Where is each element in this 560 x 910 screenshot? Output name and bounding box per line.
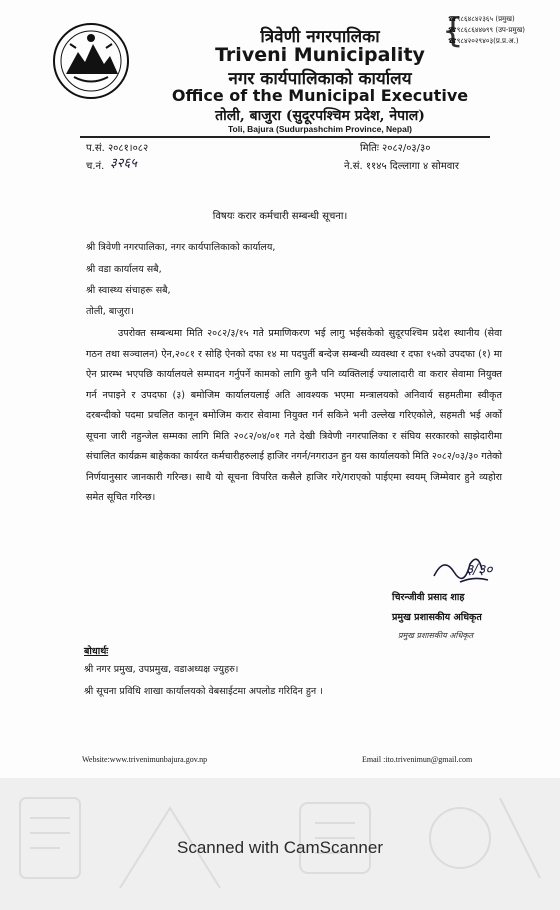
phone-cao: ☎९८४२०२९४०३(प्र.प्र.अ.) (448, 37, 519, 45)
cn-value: ३२६५ (110, 156, 138, 171)
scanner-label: Scanned with CamScanner (176, 838, 383, 857)
recipient-line: श्री वडा कार्यालय सबै, (86, 264, 162, 275)
municipality-name-np: त्रिवेणी नगरपालिका (260, 27, 380, 47)
cn-label: च.नं. (86, 161, 105, 172)
address-np: तोली, बाजुरा (सुदूरपश्चिम प्रदेश, नेपाल) (215, 108, 425, 124)
letter-subject: विषयः करार कर्मचारी सम्बन्धी सूचना। (212, 211, 348, 222)
signatory-name: चिरन्जीवी प्रसाद शाह (392, 592, 465, 603)
designation-stamp: प्रमुख प्रशासकीय अधिकृत (398, 631, 474, 640)
signature-date-scrawl: ३/३० (466, 562, 493, 578)
phone-deputy-mayor: ☎९८६८६४४७९९ (उप-प्रमुख) (448, 26, 526, 34)
recipient-line: तोली, बाजुरा। (86, 306, 134, 317)
letter-body (86, 324, 502, 509)
phone-brace: { (442, 11, 464, 51)
address-en: Toli, Bajura (Sudurpashchim Province, Nepal) (227, 124, 413, 134)
footer-email: Email :ito.trivenimun@gmail.com (362, 755, 473, 764)
office-name-en: Office of the Municipal Executive (171, 86, 469, 105)
cc-line: श्री नगर प्रमुख, उपप्रमुख, वडाअध्यक्ष ज्युहरु। (84, 664, 239, 675)
bodhartha-label: बोधार्थः (84, 646, 109, 657)
recipient-line: श्री स्वास्थ्य संचाहरू सबै, (86, 285, 171, 296)
office-name-np: नगर कार्यपालिकाको कार्यालय (228, 69, 412, 89)
body-paragraph: उपरोक्त सम्बन्धमा मिति २०८२/३/१५ गते प्रमाणिकरण भई लागु भईसकेको सुदूरपश्चिम प्रदेश स्थानीय (सेवा गठन तथा सञ्चालन) ऐन,२०८१ र सोहि ऐनको दफा १४ मा पदपुर्ती बन्देज सम्बन्धी व्यवस्था र दफा १५को उपदफा (१) मा ऐन प्रारम्भ भएपछि कार्यालयले सम्पादन गर्नुपर्ने कामको लागि कुनै पनि व्यक्तिलाई ज्यालादारी वा करार सेवामा नियुक्त गर्न नपाइने र उपदफा (३) बमोजिम कार्यालयलाई अति आवश्यक भएमा मन्त्रालयको अनिवार्य सहमतीमा स्वीकृत दरबन्दीको पदमा प्रचलित कानून बमोजिम करार सेवामा नियुक्त गर्न सकिने भनी उल्लेख गरिएकोले, सहमती भई अर्को सूचना जारी नहुन्जेल सम्मका लागि मिति २०८२/०४/०१ गते देखी त्रिवेणी नगरपालिका र संघिय सरकारको साझेदारीमा संचालित कार्यक्रम बाहेकका कार्यरत कर्मचारीहरुलाई हाजिर नगर्न/नगराउन हुन यस कार्यालयको मिति २०८२/०३/३० गतेको निर्णयानुसार जानकारी गरिन्छ। साथै यो सूचना विपरित कसैले हाजिर गरे/गराएको पाईएमा स्वयम् जिम्मेवार हुने व्यहोरा समेत सूचित गरिन्छ। (86, 328, 503, 503)
signatory-title: प्रमुख प्रशासकीय अधिकृत (392, 612, 482, 623)
cc-line: श्री सूचना प्रविधि शाखा कार्यालयको वेबसाईटमा अपलोड गरिदिन हुन । (84, 686, 323, 697)
letter-date: मितिः २०८२/०३/३० (360, 143, 431, 154)
header-divider (80, 136, 490, 138)
municipality-name-en: Triveni Municipality (215, 44, 425, 66)
footer-website: Website:www.trivenimunbajura.gov.np (82, 755, 208, 764)
phone-mayor: ☎९८६४८४२३६५ (प्रमुख) (448, 15, 515, 23)
recipient-line: श्री त्रिवेणी नगरपालिका, नगर कार्यपालिकाको कार्यालय, (86, 242, 276, 253)
nepal-sambat-date: ने.सं. ११४५ दिल्लागा ४ सोमवार (344, 161, 459, 172)
ps-number: प.सं. २०८१।०८२ (86, 143, 149, 154)
